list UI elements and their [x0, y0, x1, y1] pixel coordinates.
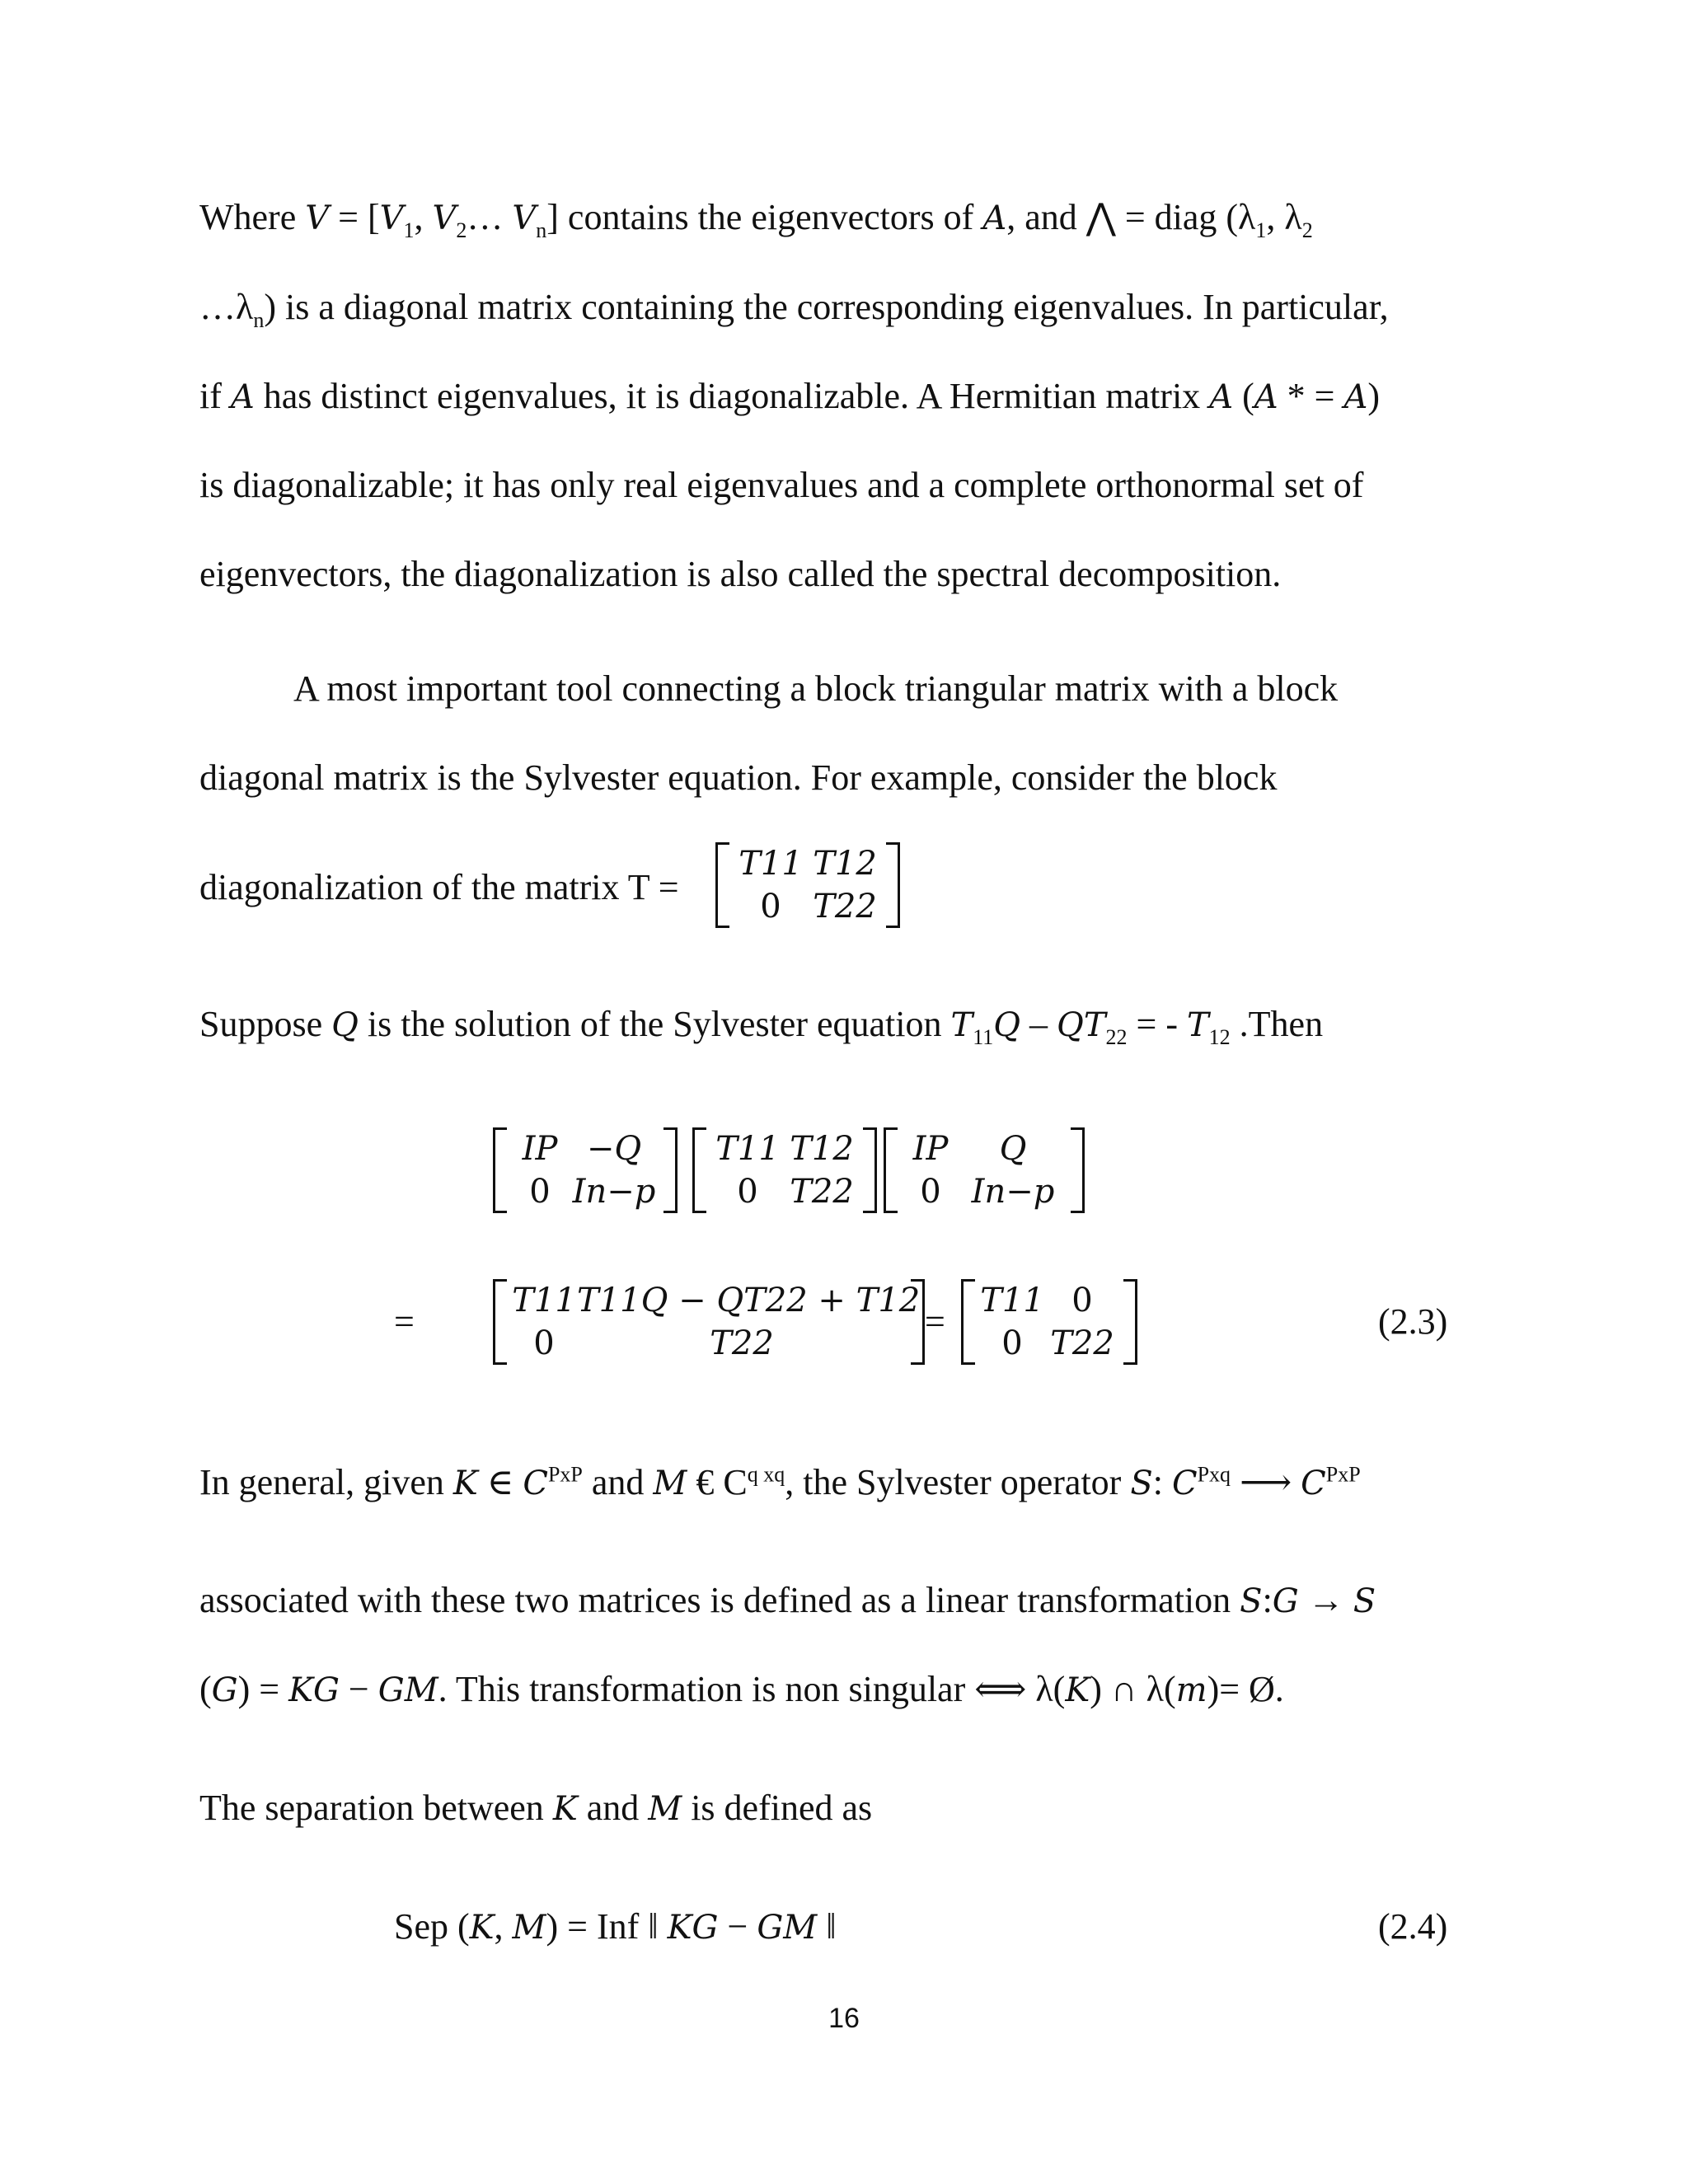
paragraph1-line5: eigenvectors, the diagonalization is also called the spectral decomposition. [199, 554, 1282, 594]
suppose-line: Suppose Q is the solution of the Sylvester equation $T_{11}Q - QT_{22}$ = - $T_{12}$ .Then [199, 1004, 1324, 1049]
matrix-cell: Q [999, 1130, 1027, 1168]
matrix-cell: In−p [971, 1173, 1055, 1211]
matrix-t [715, 842, 900, 928]
equation-2-4: Sep (K, M) = Inf ‖ KG − GM ‖ [394, 1906, 837, 1947]
matrix-diagonal [961, 1279, 1137, 1365]
separation-line: The separation between K and M is defined as [199, 1788, 873, 1828]
matrix-cell: T12 [790, 1130, 854, 1168]
matrix-cell: T22 [710, 1324, 774, 1362]
paragraph2-line2: diagonal matrix is the Sylvester equation. For example, consider the block [199, 757, 1278, 798]
matrix-right [884, 1127, 1085, 1213]
matrix-cell: 0 [737, 1173, 758, 1211]
paragraph1-line3: if A has distinct eigenvalues, it is diagonalizable. A Hermitian matrix A (A * = A) [199, 376, 1380, 416]
equals-sign-2: = [925, 1301, 945, 1342]
matrix-cell: 0 [920, 1173, 941, 1211]
paragraph2-line1: A most important tool connecting a block triangular matrix with a block [293, 668, 1339, 709]
matrix-cell: 0 [529, 1173, 551, 1211]
paragraph1-line2: $\dots\lambda_n$) is a diagonal matrix containing the corresponding eigenvalues. In particular, [199, 287, 1389, 332]
transformation-line: (G) = KG − GM. This transformation is non singular ⟺ λ(K) ∩ λ(m)= Ø. [199, 1669, 1284, 1709]
paragraph1-line4: is diagonalizable; it has only real eigenvalues and a complete orthonormal set of [199, 465, 1364, 505]
general-line: In general, given K ∈ $C^{PxP}$ and M € $C^{q xq}$, the Sylvester operator S: $C^{Pxq}$ ⟶ $C^{PxP}$ [199, 1462, 1361, 1502]
matrix-cell: T22 [1050, 1324, 1114, 1362]
matrix-left [493, 1127, 678, 1213]
matrix-cell: 0 [1071, 1282, 1093, 1319]
matrix-cell: IP [522, 1130, 558, 1168]
matrix-cell: T11 [980, 1282, 1044, 1319]
associated-line: associated with these two matrices is defined as a linear transformation S:G → S [199, 1580, 1376, 1620]
matrix-cell: T22 [813, 888, 877, 926]
equals-sign: = [394, 1301, 415, 1342]
paragraph2-line3: diagonalization of the matrix T = [199, 867, 679, 907]
matrix-cell: In−p [572, 1173, 656, 1211]
matrix-cell: 0 [760, 888, 781, 926]
equation-number-2-4: (2.4) [1378, 1906, 1448, 1947]
matrix-cell: T11 [512, 1282, 576, 1319]
matrix-cell: T22 [790, 1173, 854, 1211]
matrix-cell: 0 [1001, 1324, 1023, 1362]
matrix-cell: IP [912, 1130, 949, 1168]
matrix-cell: 0 [533, 1324, 555, 1362]
matrix-cell: T11 [738, 845, 803, 883]
matrix-result [493, 1279, 925, 1365]
page-number: 16 [828, 2003, 860, 2034]
matrix-cell: −Q [586, 1130, 642, 1168]
equation-number-2-3: (2.3) [1378, 1301, 1448, 1342]
matrix-cell: T11Q − QT22 + T12 [577, 1282, 921, 1319]
paragraph1-line1: Where $V = [V_1$, $V_2\dots$ $V_n$] contains the eigenvectors of A, and ⋀ = diag ($\lambda_1$, $\lambda_2$ [199, 197, 1313, 242]
matrix-cell: T12 [813, 845, 877, 883]
matrix-middle [692, 1127, 877, 1213]
matrix-cell: T11 [715, 1130, 780, 1168]
